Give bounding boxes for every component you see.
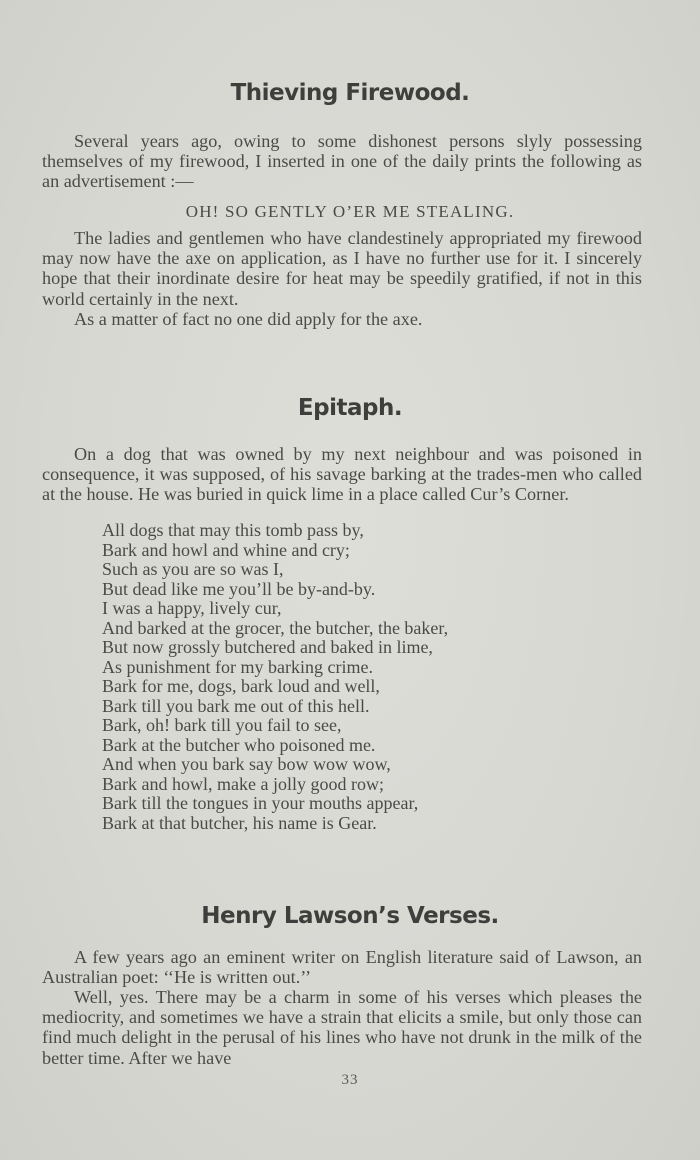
verse-line: Such as you are so was I,: [102, 559, 284, 579]
verse-line: Bark till the tongues in your mouths appear,: [102, 793, 419, 813]
verse-line: Bark, oh! bark till you fail to see,: [102, 715, 342, 735]
paragraph-firewood-intro: Several years ago, owing to some dishonest persons slyly possessing themselves of my firewood, I inserted in one of the daily prints the following as an advertisement :—: [42, 131, 642, 192]
paragraph-firewood-advert: The ladies and gentlemen who have clandestinely appropriated my firewood may now have the axe on application, as I have no further use for it. I sincerely hope that their inordinate desire for heat may be speedily gratified, if not in this world certainly in the next.: [42, 228, 642, 309]
section-title-thieving-firewood: Thieving Firewood.: [230, 80, 470, 106]
verse-line: As punishment for my barking crime.: [102, 656, 373, 677]
verse-line: Bark at that butcher, his name is Gear.: [102, 812, 377, 833]
paragraph-firewood-conclusion: As a matter of fact no one did apply for the axe.: [74, 309, 423, 329]
paragraph-lawson-commentary: Well, yes. There may be a charm in some of his verses which pleases the mediocrity, and sometimes we have a strain that elicits a smile, but only those can find much delight in the perusal of his lines who have not drunk in the milk of the better time. After we have: [42, 987, 642, 1068]
paragraph-lawson-quote: A few years ago an eminent writer on English literature said of Lawson, an Australian poet: ‘‘He is written out.’’: [42, 947, 642, 988]
advertisement-headline: OH! SO GENTLY O’ER ME STEALING.: [185, 202, 515, 221]
verse-line: Bark and howl, make a jolly good row;: [102, 773, 384, 794]
verse-line: But now grossly butchered and baked in lime,: [102, 637, 433, 657]
page-number: 33: [341, 1072, 359, 1088]
verse-line: Bark and howl and whine and cry;: [102, 539, 350, 560]
verse-line: Bark for me, dogs, bark loud and well,: [102, 676, 380, 696]
verse-line: All dogs that may this tomb pass by,: [102, 520, 364, 540]
verse-line: And when you bark say bow wow wow,: [102, 754, 391, 774]
section-title-epitaph: Epitaph.: [297, 395, 403, 421]
verse-line: Bark at the butcher who poisoned me.: [102, 734, 376, 755]
verse-line: But dead like me you’ll be by-and-by.: [102, 578, 376, 599]
verse-line: And barked at the grocer, the butcher, the baker,: [102, 617, 449, 638]
section-title-henry-lawson: Henry Lawson’s Verses.: [201, 903, 499, 929]
paragraph-epitaph-intro: On a dog that was owned by my next neighbour and was poisoned in consequence, it was supposed, of his savage barking at the trades-men who called at the house. He was buried in quick lime in a place called Cur’s Corner.: [42, 444, 642, 505]
epitaph-verse: [102, 521, 448, 833]
verse-line: Bark till you bark me out of this hell.: [102, 695, 370, 716]
verse-line: I was a happy, lively cur,: [102, 598, 282, 618]
